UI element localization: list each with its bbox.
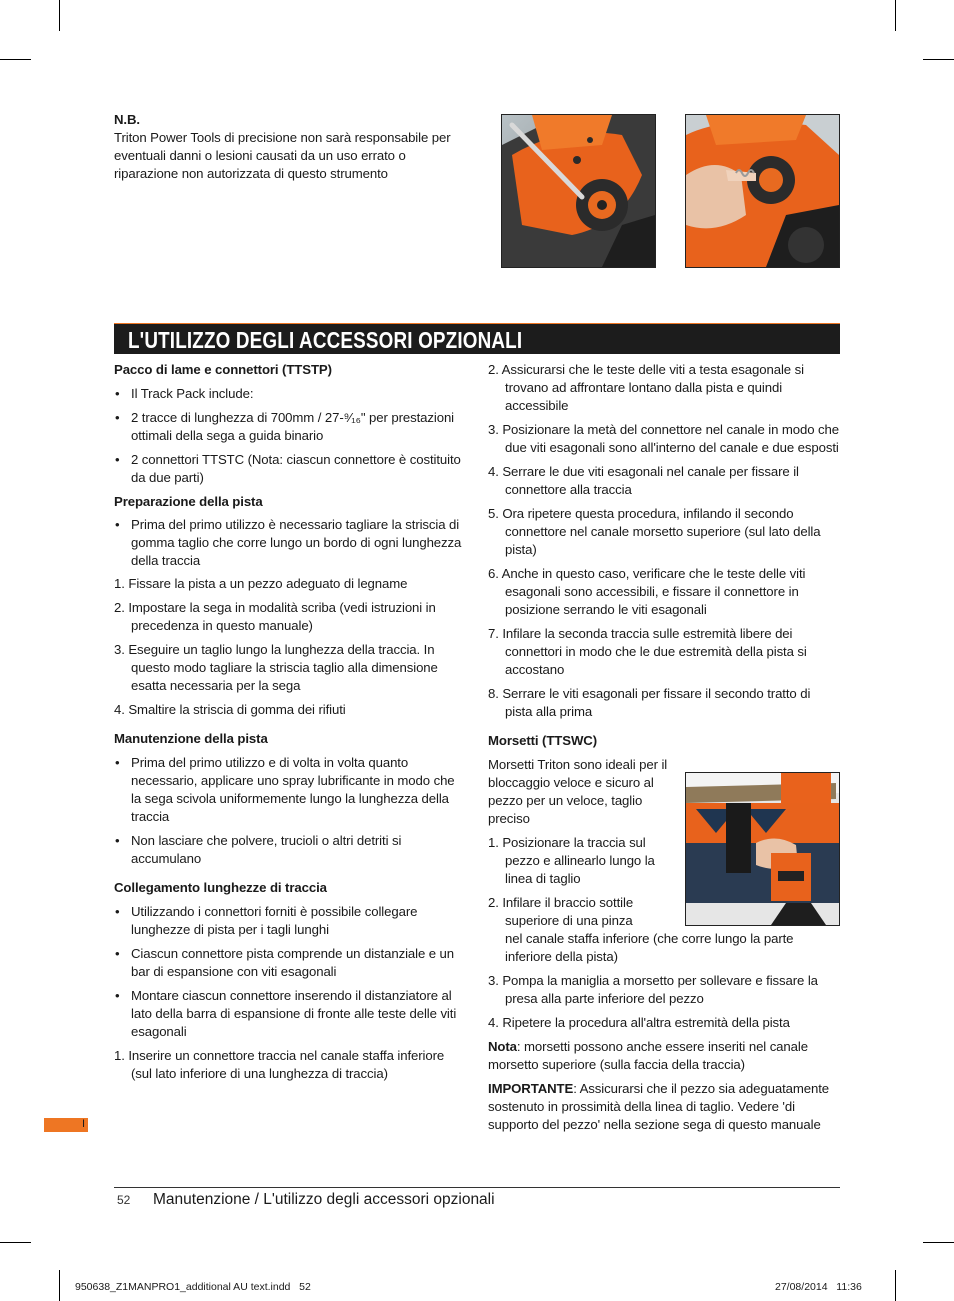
note-block bbox=[114, 111, 454, 183]
heading-track-preparation: Preparazione della pista bbox=[114, 494, 263, 509]
note-paragraph bbox=[488, 1038, 840, 1074]
language-tab-label: I bbox=[81, 1118, 85, 1130]
clamps-step-2-continued: nel canale staffa inferiore (che corre lungo la parte inferiore della pista) bbox=[505, 931, 794, 964]
note-body: : morsetti possono anche essere inseriti nel canale morsetto superiore (sulla faccia della traccia) bbox=[488, 1039, 808, 1072]
important-paragraph bbox=[488, 1080, 840, 1134]
photo-saw-hex-key-image bbox=[502, 115, 655, 267]
list-item: 2. Assicurarsi che le teste delle viti a testa esagonale si trovano ad affrontare lontano dalla pista e quindi accessibile bbox=[488, 362, 804, 413]
joining-steps-continued bbox=[488, 361, 840, 721]
heading-joining-tracks: Collegamento lunghezze di traccia bbox=[114, 880, 327, 895]
list-item: 4. Ripetere la procedura all'altra estremità della pista bbox=[488, 1015, 790, 1030]
joining-steps bbox=[114, 1047, 466, 1083]
heading-track-maintenance: Manutenzione della pista bbox=[114, 731, 268, 746]
list-item: 3. Pompa la maniglia a morsetto per sollevare e fissare la presa alla parte inferiore del pezzo bbox=[488, 973, 818, 1006]
footer-section-title: Manutenzione / L'utilizzo degli accessori opzionali bbox=[153, 1191, 495, 1208]
list-item: • Ciascun connettore pista comprende un distanziale e un bar di espansione con viti esagonali bbox=[114, 945, 466, 981]
crop-mark bbox=[0, 59, 31, 60]
photo-clamp-workbench-image bbox=[686, 773, 839, 925]
important-label: IMPORTANTE bbox=[488, 1081, 574, 1096]
photo-saw-spring-detail-image bbox=[686, 115, 839, 267]
clamps-intro: Morsetti Triton sono ideali per il bloccaggio veloce e sicuro al pezzo per un veloce, taglio preciso bbox=[488, 757, 668, 826]
preparation-steps bbox=[114, 575, 466, 719]
crop-mark bbox=[895, 0, 896, 31]
slug-file: 950638_Z1MANPRO1_additional AU text.indd 52 bbox=[75, 1281, 311, 1293]
list-item: 1. Inserire un connettore traccia nel canale staffa inferiore (sul lato inferiore di una lunghezza di traccia) bbox=[114, 1048, 445, 1081]
heading-track-pack: Pacco di lame e connettori (TTSTP) bbox=[114, 362, 332, 377]
crop-mark bbox=[923, 59, 954, 60]
section-title: L'UTILIZZO DEGLI ACCESSORI OPZIONALI bbox=[128, 327, 523, 353]
clamps-steps bbox=[488, 834, 680, 930]
note-label: Nota bbox=[488, 1039, 517, 1054]
track-pack-list bbox=[114, 385, 466, 487]
list-item: • Prima del primo utilizzo e di volta in volta quanto necessario, applicare uno spray lubrificante in modo che la sega scivola uniformemente lungo la lunghezza della traccia bbox=[114, 754, 466, 826]
list-item: • Prima del primo utilizzo è necessario tagliare la striscia di gomma taglio che corre lungo un bordo di ogni lunghezza della traccia bbox=[114, 516, 466, 570]
list-item: • 2 connettori TTSTC (Nota: ciascun connettore è costituito da due parti) bbox=[114, 451, 466, 487]
crop-mark bbox=[59, 1270, 60, 1301]
list-item: 5. Ora ripetere questa procedura, infilando il secondo connettore nel canale morsetto superiore (sul lato della pista) bbox=[488, 506, 821, 557]
list-item: 7. Infilare la seconda traccia sulle estremità libere dei connettori in modo che le due estremità della pista si accostano bbox=[488, 626, 807, 677]
list-item: • 2 tracce di lunghezza di 700mm / 27-⁹⁄₁₆" per prestazioni ottimali della sega a guida binario bbox=[114, 409, 466, 445]
list-item: 1. Posizionare la traccia sul pezzo e allinearlo lungo la linea di taglio bbox=[488, 835, 655, 886]
photo-clamp-workbench bbox=[685, 772, 840, 926]
language-tab bbox=[44, 1118, 88, 1132]
section-banner bbox=[114, 323, 840, 354]
page-number: 52 bbox=[117, 1193, 131, 1207]
list-item: 8. Serrare le viti esagonali per fissare il secondo tratto di pista alla prima bbox=[488, 686, 811, 719]
joining-bullets bbox=[114, 903, 466, 1041]
clamps-steps-continued bbox=[488, 972, 840, 1032]
list-item: 6. Anche in questo caso, verificare che le teste delle viti esagonali sono accessibili, e fissare il connettore in posizione serrando le viti esagonali bbox=[488, 566, 806, 617]
list-item: 3. Eseguire un taglio lungo la lunghezza della traccia. In questo modo tagliare la striscia taglio alla dimensione esatta necessaria per la sega bbox=[114, 642, 438, 693]
list-item: • Non lasciare che polvere, trucioli o altri detriti si accumulano bbox=[114, 832, 466, 868]
list-item: 2. Infilare il braccio sottile superiore di una pinza bbox=[488, 895, 634, 928]
maintenance-bullets bbox=[114, 754, 466, 868]
crop-mark bbox=[59, 0, 60, 31]
left-column bbox=[114, 361, 466, 1083]
clamps-intro-wrap bbox=[488, 756, 680, 930]
note-heading: N.B. bbox=[114, 112, 140, 127]
crop-mark bbox=[0, 1242, 31, 1243]
list-item: • Utilizzando i connettori forniti è possibile collegare lunghezze di pista per i tagli lunghi bbox=[114, 903, 466, 939]
crop-mark bbox=[895, 1270, 896, 1301]
list-item: 4. Smaltire la striscia di gomma dei rifiuti bbox=[114, 702, 346, 717]
preparation-bullets bbox=[114, 516, 466, 570]
photo-saw-spring-detail bbox=[685, 114, 840, 268]
note-text: Triton Power Tools di precisione non sarà responsabile per eventuali danni o lesioni causati da un uso errato o riparazione non autorizzata di questo strumento bbox=[114, 130, 451, 181]
slug-date: 27/08/2014 11:36 bbox=[775, 1281, 862, 1293]
list-item: 1. Fissare la pista a un pezzo adeguato di legname bbox=[114, 576, 408, 591]
list-item: 2. Impostare la sega in modalità scriba (vedi istruzioni in precedenza in questo manuale) bbox=[114, 600, 436, 633]
heading-clamps: Morsetti (TTSWC) bbox=[488, 733, 598, 748]
crop-mark bbox=[923, 1242, 954, 1243]
footer-rule bbox=[114, 1187, 840, 1188]
list-item: • Montare ciascun connettore inserendo il distanziatore al lato della barra di espansione di fronte alle teste delle viti esagonali bbox=[114, 987, 466, 1041]
photo-saw-hex-key bbox=[501, 114, 656, 268]
list-item: 4. Serrare le due viti esagonali nel canale per fissare il connettore alla traccia bbox=[488, 464, 799, 497]
important-body: : Assicurarsi che il pezzo sia adeguatamente sostenuto in prossimità della linea di taglio. Vedere 'di supporto del pezzo' nella sezione sega di questo manuale bbox=[488, 1081, 830, 1132]
list-item: • Il Track Pack include: bbox=[114, 385, 466, 403]
right-column bbox=[488, 361, 840, 1134]
list-item: 3. Posizionare la metà del connettore nel canale in modo che due viti esagonali sono all'interno del canale e due esposti bbox=[488, 422, 840, 455]
